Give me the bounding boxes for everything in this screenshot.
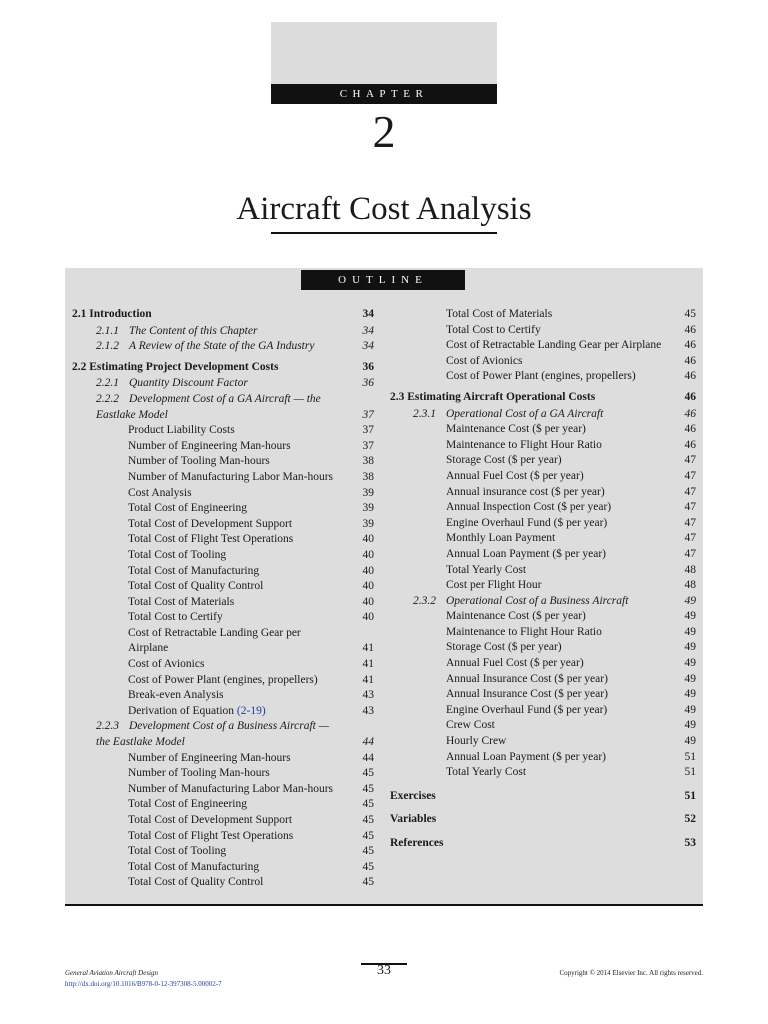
toc-entry-main[interactable] xyxy=(72,307,374,323)
toc-entry-item[interactable] xyxy=(72,813,374,829)
toc-page-number: 40 xyxy=(362,533,374,546)
toc-entry-label xyxy=(72,517,352,533)
toc-entry-label xyxy=(390,578,674,594)
toc-entry-item[interactable] xyxy=(390,672,696,688)
toc-entry-item[interactable] xyxy=(390,563,696,579)
toc-entry-text-continued: Eastlake Model xyxy=(96,408,168,421)
toc-entry-text: Cost per Flight Hour xyxy=(446,579,542,592)
toc-entry-text: Maintenance Cost ($ per year) xyxy=(446,423,586,436)
toc-entry-label xyxy=(390,750,674,766)
toc-page-number: 41 xyxy=(362,658,374,671)
toc-page-number: 45 xyxy=(362,798,374,811)
toc-entry-item[interactable] xyxy=(390,485,696,501)
toc-entry-item[interactable] xyxy=(72,797,374,813)
toc-entry-item[interactable] xyxy=(72,564,374,580)
toc-page-number: 49 xyxy=(684,735,696,748)
toc-entry-item[interactable] xyxy=(390,422,696,438)
toc-entry-text: Variables xyxy=(390,813,437,826)
toc-entry-text: Cost Analysis xyxy=(128,486,192,499)
toc-entry-item[interactable] xyxy=(390,547,696,563)
toc-section-number: 2.3.2 xyxy=(413,594,436,607)
toc-entry-main[interactable] xyxy=(390,390,696,406)
toc-section-number: 2.2.3 xyxy=(96,720,119,733)
toc-page-number: 46 xyxy=(684,339,696,352)
toc-entry-text: Maintenance to Flight Hour Ratio xyxy=(446,438,602,451)
toc-entry-label xyxy=(72,376,352,392)
outline-left-column xyxy=(72,307,374,891)
toc-entry-label xyxy=(72,439,352,455)
toc-page-number: 46 xyxy=(684,390,696,403)
toc-entry-label xyxy=(72,626,352,657)
toc-page-number: 39 xyxy=(362,486,374,499)
toc-entry-item[interactable] xyxy=(390,734,696,750)
equation-link[interactable]: (2-19) xyxy=(236,704,266,717)
toc-entry-item[interactable] xyxy=(72,579,374,595)
toc-entry-text: 2.1 Introduction xyxy=(72,308,152,320)
toc-page-number: 49 xyxy=(684,594,696,607)
toc-page-number: 38 xyxy=(362,455,374,468)
toc-entry-label xyxy=(390,734,674,750)
toc-section-number: 2.2.2 xyxy=(96,392,119,405)
toc-page-number: 41 xyxy=(362,642,374,655)
toc-entry-sub[interactable] xyxy=(72,392,374,423)
toc-page-number: 43 xyxy=(362,704,374,717)
footer-doi-link[interactable]: http://dx.doi.org/10.1016/B978-0-12-397308-5.00002-7 xyxy=(65,980,222,988)
toc-entry-text: Total Cost of Development Support xyxy=(128,814,293,826)
toc-entry-label xyxy=(390,354,674,370)
toc-entry-text: Product Liability Costs xyxy=(128,424,235,437)
toc-entry-item[interactable] xyxy=(72,844,374,860)
toc-entry-label xyxy=(72,470,352,486)
toc-entry-label xyxy=(390,323,674,339)
toc-page-number: 45 xyxy=(362,860,374,873)
toc-page-number: 37 xyxy=(362,408,374,421)
toc-entry-sub[interactable] xyxy=(72,324,374,340)
toc-entry-end[interactable] xyxy=(390,836,696,852)
toc-entry-item[interactable] xyxy=(390,516,696,532)
toc-entry-item[interactable] xyxy=(390,500,696,516)
toc-entry-text-continued: the Eastlake Model xyxy=(96,736,185,749)
toc-entry-item[interactable] xyxy=(390,656,696,672)
toc-entry-text: Operational Cost of a GA Aircraft xyxy=(446,407,604,420)
toc-entry-text: Total Cost of Engineering xyxy=(128,798,247,811)
toc-entry-text: 2.2 Estimating Project Development Costs xyxy=(72,360,279,373)
toc-entry-text: A Review of the State of the GA Industry xyxy=(129,340,315,353)
toc-entry-item[interactable] xyxy=(72,517,374,533)
toc-entry-main[interactable] xyxy=(72,360,374,376)
toc-entry-label xyxy=(390,422,674,438)
toc-page-number: 53 xyxy=(684,837,696,849)
toc-entry-item[interactable] xyxy=(72,486,374,502)
toc-entry-text: Annual Fuel Cost ($ per year) xyxy=(446,469,584,482)
chapter-label: CHAPTER xyxy=(271,84,497,104)
toc-entry-label xyxy=(390,672,674,688)
toc-entry-label xyxy=(390,594,674,610)
toc-page-number: 45 xyxy=(362,782,374,795)
toc-entry-label xyxy=(72,579,352,595)
toc-entry-text: Total Cost of Tooling xyxy=(128,548,227,561)
toc-entry-text: Maintenance to Flight Hour Ratio xyxy=(446,625,602,638)
toc-entry-item[interactable] xyxy=(72,673,374,689)
toc-entry-label xyxy=(390,547,674,563)
toc-page-number: 45 xyxy=(362,767,374,780)
toc-page-number: 38 xyxy=(362,470,374,483)
toc-entry-text: Monthly Loan Payment xyxy=(446,532,556,545)
toc-entry-item[interactable] xyxy=(72,766,374,782)
toc-page-number: 47 xyxy=(684,532,696,545)
toc-entry-text: Cost of Power Plant (engines, propellers) xyxy=(446,370,636,383)
toc-page-number: 47 xyxy=(684,516,696,529)
toc-page-number: 34 xyxy=(362,340,374,353)
toc-entry-label xyxy=(72,657,352,673)
toc-entry-label xyxy=(390,765,674,781)
toc-page-number: 45 xyxy=(362,829,374,842)
toc-entry-label xyxy=(390,836,674,852)
toc-page-number: 47 xyxy=(684,547,696,560)
toc-entry-item[interactable] xyxy=(390,578,696,594)
toc-entry-text: Total Yearly Cost xyxy=(446,563,527,576)
toc-entry-item[interactable] xyxy=(390,369,696,385)
toc-entry-text: Total Cost to Certify xyxy=(446,323,541,336)
toc-entry-text: Storage Cost ($ per year) xyxy=(446,641,562,654)
toc-page-number: 47 xyxy=(684,469,696,482)
toc-entry-item[interactable] xyxy=(390,750,696,766)
toc-entry-text: Total Cost of Flight Test Operations xyxy=(128,533,294,546)
toc-page-number: 46 xyxy=(684,407,696,420)
toc-entry-label xyxy=(390,609,674,625)
toc-page-number: 49 xyxy=(684,641,696,654)
toc-page-number: 45 xyxy=(362,845,374,858)
toc-entry-label xyxy=(72,392,352,423)
toc-entry-label xyxy=(390,656,674,672)
toc-entry-sub[interactable] xyxy=(72,376,374,392)
toc-entry-item[interactable] xyxy=(390,640,696,656)
toc-page-number: 45 xyxy=(684,308,696,320)
toc-entry-label xyxy=(390,453,674,469)
toc-entry-item[interactable] xyxy=(72,875,374,891)
toc-entry-label xyxy=(390,338,674,354)
toc-entry-label xyxy=(72,423,352,439)
toc-entry-text: The Content of this Chapter xyxy=(129,324,258,337)
toc-page-number: 36 xyxy=(362,377,374,390)
toc-page-number: 49 xyxy=(684,719,696,732)
toc-page-number: 39 xyxy=(362,502,374,515)
toc-page-number: 39 xyxy=(362,517,374,530)
outline-label: OUTLINE xyxy=(301,270,465,290)
toc-page-number: 46 xyxy=(684,423,696,436)
toc-entry-text: Hourly Crew xyxy=(446,735,507,748)
toc-entry-item[interactable] xyxy=(72,688,374,704)
toc-entry-text: Total Cost of Quality Control xyxy=(128,580,264,593)
toc-entry-text: Operational Cost of a Business Aircraft xyxy=(446,594,629,607)
toc-entry-text: Maintenance Cost ($ per year) xyxy=(446,610,586,623)
toc-entry-text: Number of Engineering Man-hours xyxy=(128,439,291,452)
outline-bottom-rule xyxy=(65,904,703,906)
toc-entry-item[interactable] xyxy=(390,625,696,641)
toc-page-number: 51 xyxy=(684,750,696,763)
toc-entry-text: Total Cost of Manufacturing xyxy=(128,860,260,873)
toc-page-number: 40 xyxy=(362,611,374,624)
toc-section-number: 2.1.1 xyxy=(96,324,119,337)
outline-right-column xyxy=(390,307,696,852)
toc-entry-item[interactable] xyxy=(72,439,374,455)
toc-entry-text: Total Cost to Certify xyxy=(128,611,223,624)
toc-entry-item[interactable] xyxy=(72,454,374,470)
toc-entry-item[interactable] xyxy=(72,782,374,798)
toc-entry-text: Annual insurance cost ($ per year) xyxy=(446,485,605,498)
toc-section-number: 2.1.2 xyxy=(96,340,119,353)
toc-entry-label xyxy=(72,829,352,845)
toc-entry-text-continued: Airplane xyxy=(128,642,169,655)
toc-entry-label xyxy=(390,438,674,454)
toc-entry-label xyxy=(390,307,674,323)
toc-entry-text: Total Yearly Cost xyxy=(446,766,527,779)
chapter-title: Aircraft Cost Analysis xyxy=(236,191,532,227)
toc-entry-text: Number of Engineering Man-hours xyxy=(128,751,291,764)
toc-entry-item[interactable] xyxy=(390,338,696,354)
toc-entry-item[interactable] xyxy=(390,354,696,370)
toc-entry-item[interactable] xyxy=(72,860,374,876)
toc-entry-label xyxy=(390,531,674,547)
footer-book-title: General Aviation Aircraft Design xyxy=(65,969,159,977)
toc-entry-text: Development Cost of a GA Aircraft — the xyxy=(129,392,321,405)
toc-entry-text: Annual Insurance Cost ($ per year) xyxy=(446,688,608,701)
toc-entry-text: Exercises xyxy=(390,789,436,802)
toc-page-number: 52 xyxy=(684,813,696,826)
toc-entry-label xyxy=(72,875,352,891)
toc-entry-label xyxy=(390,516,674,532)
toc-page-number: 45 xyxy=(362,876,374,889)
toc-entry-text: Total Cost of Engineering xyxy=(128,502,247,515)
toc-entry-sub[interactable] xyxy=(390,407,696,423)
chapter-header-block xyxy=(271,22,497,84)
toc-entry-text: Crew Cost xyxy=(446,719,495,732)
toc-entry-text: Annual Loan Payment ($ per year) xyxy=(446,750,606,763)
toc-entry-label xyxy=(72,564,352,580)
toc-section-number: 2.2.1 xyxy=(96,377,119,390)
toc-entry-label xyxy=(72,673,352,689)
toc-entry-label xyxy=(390,485,674,501)
toc-entry-label xyxy=(72,454,352,470)
toc-page-number: 49 xyxy=(684,672,696,685)
toc-entry-item[interactable] xyxy=(390,718,696,734)
toc-entry-text: Engine Overhaul Fund ($ per year) xyxy=(446,703,608,716)
toc-entry-item[interactable] xyxy=(390,469,696,485)
toc-page-number: 47 xyxy=(684,454,696,467)
toc-entry-label xyxy=(390,407,674,423)
toc-entry-sub[interactable] xyxy=(72,719,374,750)
toc-entry-text: Annual Insurance Cost ($ per year) xyxy=(446,672,608,685)
toc-entry-label xyxy=(390,812,674,828)
toc-entry-item[interactable] xyxy=(72,610,374,626)
toc-entry-item[interactable] xyxy=(390,765,696,781)
toc-entry-item[interactable] xyxy=(72,595,374,611)
toc-entry-text: Annual Loan Payment ($ per year) xyxy=(446,547,606,560)
toc-entry-item[interactable] xyxy=(390,438,696,454)
toc-page-number: 40 xyxy=(362,564,374,577)
toc-entry-item[interactable] xyxy=(72,532,374,548)
toc-page-number: 43 xyxy=(362,689,374,702)
toc-page-number: 34 xyxy=(362,308,374,320)
toc-entry-label xyxy=(72,751,352,767)
toc-entry-label xyxy=(390,625,674,641)
toc-entry-item[interactable] xyxy=(72,626,374,657)
toc-page-number: 36 xyxy=(362,360,374,373)
toc-entry-label xyxy=(390,500,674,516)
toc-entry-text: Break-even Analysis xyxy=(128,689,224,702)
toc-entry-text: Number of Tooling Man-hours xyxy=(128,767,270,780)
toc-entry-text: Number of Manufacturing Labor Man-hours xyxy=(128,782,334,795)
toc-page-number: 41 xyxy=(362,673,374,686)
toc-entry-item[interactable] xyxy=(72,657,374,673)
toc-entry-text: Number of Tooling Man-hours xyxy=(128,455,270,468)
toc-entry-label xyxy=(390,703,674,719)
toc-entry-label xyxy=(72,339,352,355)
toc-entry-label xyxy=(390,563,674,579)
toc-page-number: 40 xyxy=(362,548,374,561)
toc-page-number: 49 xyxy=(684,610,696,623)
toc-entry-text: Cost of Power Plant (engines, propellers) xyxy=(128,673,318,686)
toc-entry-label xyxy=(72,782,352,798)
toc-entry-item[interactable] xyxy=(72,829,374,845)
toc-entry-text: Cost of Retractable Landing Gear per Airplane xyxy=(446,339,662,352)
toc-entry-label xyxy=(72,766,352,782)
toc-page-number: 40 xyxy=(362,580,374,593)
toc-entry-item[interactable] xyxy=(390,323,696,339)
toc-page-number: 34 xyxy=(362,324,374,337)
toc-entry-item[interactable] xyxy=(390,307,696,323)
toc-entry-item[interactable] xyxy=(72,704,374,720)
toc-entry-item[interactable] xyxy=(72,423,374,439)
toc-page-number: 45 xyxy=(362,814,374,826)
toc-entry-sub[interactable] xyxy=(72,339,374,355)
toc-entry-label xyxy=(72,595,352,611)
toc-page-number: 49 xyxy=(684,703,696,716)
toc-section-number: 2.3.1 xyxy=(413,407,436,420)
toc-entry-label xyxy=(72,704,352,720)
toc-page-number: 46 xyxy=(684,370,696,383)
toc-entry-item[interactable] xyxy=(72,751,374,767)
toc-page-number: 47 xyxy=(684,501,696,514)
toc-page-number: 46 xyxy=(684,438,696,451)
toc-page-number: 48 xyxy=(684,579,696,592)
toc-entry-text: Cost of Retractable Landing Gear per xyxy=(128,626,301,639)
toc-entry-text: Annual Fuel Cost ($ per year) xyxy=(446,657,584,670)
toc-entry-item[interactable] xyxy=(72,548,374,564)
toc-entry-text: Cost of Avionics xyxy=(446,354,523,367)
toc-entry-label xyxy=(72,360,352,376)
toc-page-number: 47 xyxy=(684,485,696,498)
toc-entry-end[interactable] xyxy=(390,812,696,828)
toc-entry-label xyxy=(72,797,352,813)
toc-entry-item[interactable] xyxy=(72,470,374,486)
toc-page-number: 44 xyxy=(362,751,374,764)
toc-entry-text: Total Cost of Development Support xyxy=(128,517,293,530)
toc-entry-label xyxy=(390,789,674,805)
toc-entry-label xyxy=(390,369,674,385)
toc-entry-text: Total Cost of Materials xyxy=(446,308,553,320)
toc-entry-label xyxy=(72,813,352,829)
toc-entry-text: References xyxy=(390,837,444,849)
page-number: 33 xyxy=(377,963,391,978)
toc-entry-label xyxy=(72,860,352,876)
toc-entry-label xyxy=(390,469,674,485)
toc-entry-text: Storage Cost ($ per year) xyxy=(446,454,562,467)
toc-entry-text: Total Cost of Tooling xyxy=(128,845,227,858)
toc-entry-label xyxy=(390,390,674,406)
toc-entry-text: Number of Manufacturing Labor Man-hours xyxy=(128,470,334,483)
toc-entry-label xyxy=(390,718,674,734)
toc-entry-label xyxy=(72,486,352,502)
toc-entry-label xyxy=(390,640,674,656)
toc-entry-text: Cost of Avionics xyxy=(128,658,205,671)
toc-entry-label xyxy=(72,532,352,548)
toc-page-number: 51 xyxy=(684,766,696,779)
toc-entry-text: Total Cost of Flight Test Operations xyxy=(128,829,294,842)
toc-entry-text: Total Cost of Manufacturing xyxy=(128,564,260,577)
toc-entry-label xyxy=(72,307,352,323)
toc-entry-text: Annual Inspection Cost ($ per year) xyxy=(446,501,612,514)
toc-entry-label xyxy=(72,844,352,860)
toc-page-number: 49 xyxy=(684,625,696,638)
toc-entry-sub[interactable] xyxy=(390,594,696,610)
chapter-number: 2 xyxy=(372,106,396,157)
toc-entry-text: Total Cost of Quality Control xyxy=(128,876,264,889)
toc-entry-end[interactable] xyxy=(390,789,696,805)
toc-entry-text: Engine Overhaul Fund ($ per year) xyxy=(446,516,608,529)
toc-entry-text: 2.3 Estimating Aircraft Operational Costs xyxy=(390,390,596,403)
toc-entry-label xyxy=(390,687,674,703)
toc-entry-item[interactable] xyxy=(390,703,696,719)
toc-entry-label xyxy=(72,610,352,626)
toc-entry-item[interactable] xyxy=(390,609,696,625)
toc-page-number: 48 xyxy=(684,563,696,576)
toc-entry-item[interactable] xyxy=(390,453,696,469)
toc-entry-text: Derivation of Equation xyxy=(128,704,235,717)
title-underline xyxy=(271,232,497,234)
toc-entry-label xyxy=(72,688,352,704)
toc-entry-label xyxy=(72,548,352,564)
footer-copyright: Copyright © 2014 Elsevier Inc. All rights reserved. xyxy=(559,969,703,977)
toc-entry-item[interactable] xyxy=(72,501,374,517)
toc-entry-text: Total Cost of Materials xyxy=(128,595,235,608)
toc-page-number: 40 xyxy=(362,595,374,608)
toc-page-number: 49 xyxy=(684,688,696,701)
toc-page-number: 37 xyxy=(362,424,374,437)
toc-page-number: 46 xyxy=(684,354,696,367)
toc-entry-text: Development Cost of a Business Aircraft — xyxy=(129,720,329,733)
toc-page-number: 37 xyxy=(362,439,374,452)
toc-entry-label xyxy=(72,719,352,750)
toc-page-number: 51 xyxy=(684,789,696,802)
toc-entry-item[interactable] xyxy=(390,531,696,547)
toc-page-number: 44 xyxy=(362,736,374,749)
toc-entry-label xyxy=(72,324,352,340)
toc-page-number: 46 xyxy=(684,323,696,336)
toc-page-number: 49 xyxy=(684,657,696,670)
toc-entry-text: Quantity Discount Factor xyxy=(129,377,248,390)
toc-entry-label xyxy=(72,501,352,517)
toc-entry-item[interactable] xyxy=(390,687,696,703)
